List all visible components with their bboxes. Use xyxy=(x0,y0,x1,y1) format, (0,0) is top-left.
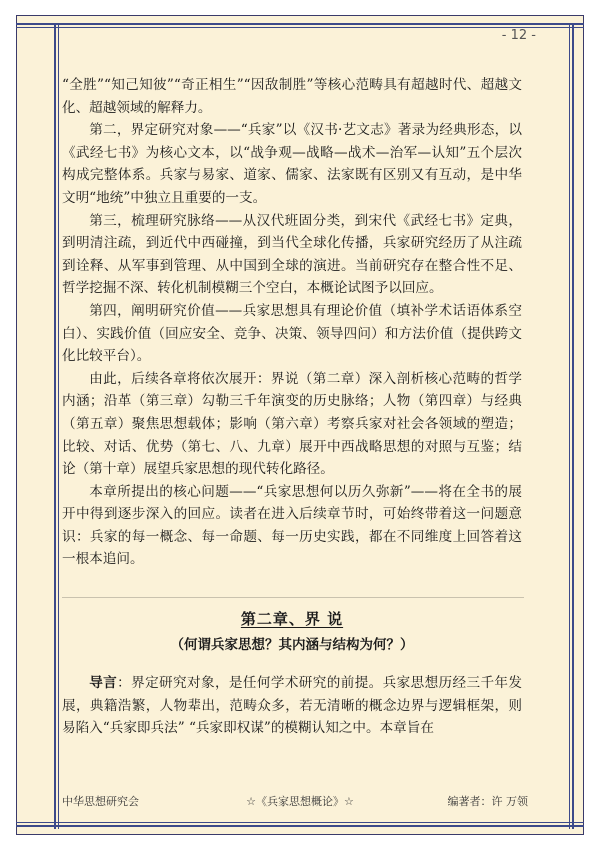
chapter-subtitle: （何谓兵家思想？其内涵与结构为何？） xyxy=(170,637,414,653)
paragraph: 由此，后续各章将依次展开：界说（第二章）深入剖析核心范畴的哲学内涵；沿革（第三章）勾勒三千年演变的历史脉络；人物（第四章）与经典（第五章）聚焦思想载体；影响（第六章）考察兵家对社会各领域的塑造；比较、对话、优势（第七、八、九章）展开中西战略思想的对照与互鉴；结论（第十章）展望兵家思想的现代转化路径。 xyxy=(62,370,522,478)
paragraph: 第二，界定研究对象——“兵家”以《汉书·艺文志》著录为经典形态，以《武经七书》为核心文本，以“战争观—战略—战术—治军—认知”五个层次构成完整体系。兵家与易家、道家、儒家、法家既有区别又有互动，是中华文明“地统”中独立且重要的一支。 xyxy=(62,122,522,206)
intro-body: ：界定研究对象，是任何学术研究的前提。兵家思想历经三千年发展，典籍浩繁，人物辈出，范畴众多，若无清晰的概念边界与逻辑框架，则易陷入“兵家即兵法” “兵家即权谋”的模糊认知之中。本章旨在 xyxy=(62,675,523,737)
footer-author: 编著者：许 万领 xyxy=(447,795,528,808)
frame-bottom-rule-thin xyxy=(16,822,584,823)
intro-paragraph xyxy=(62,672,522,740)
paragraph: 第三，梳理研究脉络——从汉代班固分类，到宋代《武经七书》定典，到明清注疏，到近代中西碰撞，到当代全球化传播，兵家研究经历了从注疏到诠释、从军事到管理、从中国到全球的演进。当前研究存在整合性不足、哲学挖掘不深、转化机制模糊三个空白，本概论试图予以回应。 xyxy=(62,212,522,297)
intro-label: 导言 xyxy=(89,675,118,691)
footer-book-title: ☆《兵家思想概论》☆ xyxy=(246,795,354,808)
intro-text xyxy=(62,672,522,740)
chapter-title: 第二章、界 说 xyxy=(240,610,344,628)
paragraph: 本章所提出的核心问题——“兵家思想何以历久弥新”——将在全书的展开中得到逐步深入的回应。读者在进入后续章节时，可始终带着这一问题意识：兵家的每一概念、每一命题、每一历史实践，都在不同维度上回答着这一根本追问。 xyxy=(62,483,522,568)
frame-bottom-rule xyxy=(16,825,584,827)
paragraph: “全胜”“知己知彼”“奇正相生”“因敌制胜”等核心范畴具有超越时代、超越文化、超越领域的解释力。 xyxy=(62,77,522,116)
page-number: - 12 - xyxy=(501,28,536,43)
footer-organization: 中华思想研究会 xyxy=(62,795,139,808)
body-text xyxy=(62,74,522,571)
paragraph: 第四，阐明研究价值——兵家思想具有理论价值（填补学术话语体系空白）、实践价值（回应安全、竞争、决策、领导四问）和方法价值（提供跨文化比较平台）。 xyxy=(62,302,522,365)
frame-top-rule-thin xyxy=(16,27,584,28)
section-divider xyxy=(62,597,524,598)
frame-top-rule xyxy=(16,23,584,25)
